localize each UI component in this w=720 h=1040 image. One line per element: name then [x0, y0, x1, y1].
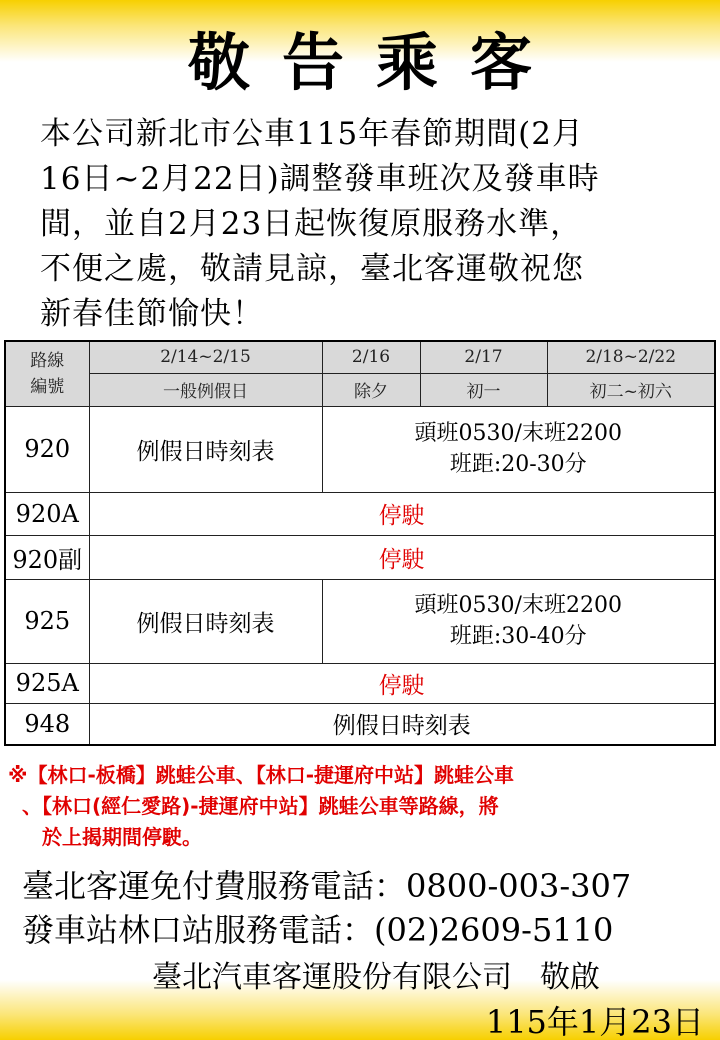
route-header — [5, 341, 89, 406]
suspended-cell: 停駛 — [89, 535, 715, 579]
day-type-header: 初一 — [420, 373, 547, 406]
date-header: 2/16 — [322, 341, 420, 373]
date-header: 2/14~2/15 — [89, 341, 322, 373]
intro-line: 間，並自2月23日起恢復原服務水準， — [40, 206, 583, 242]
route-number: 920 — [5, 406, 89, 492]
table-row — [5, 703, 715, 745]
intro-line: 16日~2月22日)調整發車班次及發車時 — [40, 161, 600, 197]
intro-line: 不便之處，敬請見諒，臺北客運敬祝您 — [40, 251, 584, 287]
table-row — [5, 579, 715, 663]
schedule-table — [4, 340, 716, 746]
station-phone: 發車站林口站服務電話：(02)2609-5110 — [22, 911, 614, 949]
signature — [152, 952, 600, 996]
route-number: 920A — [5, 492, 89, 535]
first-last-bus: 頭班0530/末班2200 — [414, 421, 622, 446]
company-name: 臺北汽車客運股份有限公司 — [152, 960, 512, 995]
suspended-cell: 停駛 — [89, 663, 715, 703]
date-header: 2/17 — [420, 341, 547, 373]
table-row — [5, 492, 715, 535]
route-number: 925A — [5, 663, 89, 703]
notice-line: ※【林口-板橋】跳蛙公車、【林口-捷運府中站】跳蛙公車 — [8, 763, 515, 787]
schedule-info — [322, 579, 715, 663]
schedule-info — [322, 406, 715, 492]
notice-date: 115年1月23日 — [485, 1003, 704, 1040]
date-header: 2/18~2/22 — [547, 341, 715, 373]
first-last-bus: 頭班0530/末班2200 — [414, 593, 622, 618]
toll-free-phone: 臺北客運免付費服務電話：0800-003-307 — [22, 867, 632, 905]
jump-bus-notice — [8, 760, 714, 853]
headway: 班距:30-40分 — [449, 624, 587, 649]
schedule-cell: 例假日時刻表 — [89, 406, 322, 492]
closing-greeting: 敬啟 — [540, 960, 600, 995]
day-type-header: 一般例假日 — [89, 373, 322, 406]
schedule-cell: 例假日時刻表 — [89, 579, 322, 663]
schedule-cell: 例假日時刻表 — [89, 703, 715, 745]
table-row — [5, 535, 715, 579]
table-row — [5, 663, 715, 703]
page-title: 敬告乘客 — [187, 26, 564, 99]
notice-line: 於上揭期間停駛。 — [42, 825, 202, 849]
intro-line: 新春佳節愉快！ — [40, 296, 264, 332]
day-type-header: 初二~初六 — [547, 373, 715, 406]
route-number: 948 — [5, 703, 89, 745]
route-header-line: 路線 — [30, 350, 65, 371]
notice-line: 、【林口(經仁愛路)-捷運府中站】跳蛙公車等路線，將 — [22, 794, 499, 818]
headway: 班距:20-30分 — [449, 452, 587, 477]
route-header-line: 編號 — [30, 376, 65, 397]
day-type-header: 除夕 — [322, 373, 420, 406]
intro-line: 本公司新北市公車115年春節期間(2月 — [40, 116, 584, 152]
route-number: 920副 — [5, 535, 89, 579]
suspended-cell: 停駛 — [89, 492, 715, 535]
route-number: 925 — [5, 579, 89, 663]
intro-paragraph — [40, 112, 690, 337]
table-row — [5, 406, 715, 492]
